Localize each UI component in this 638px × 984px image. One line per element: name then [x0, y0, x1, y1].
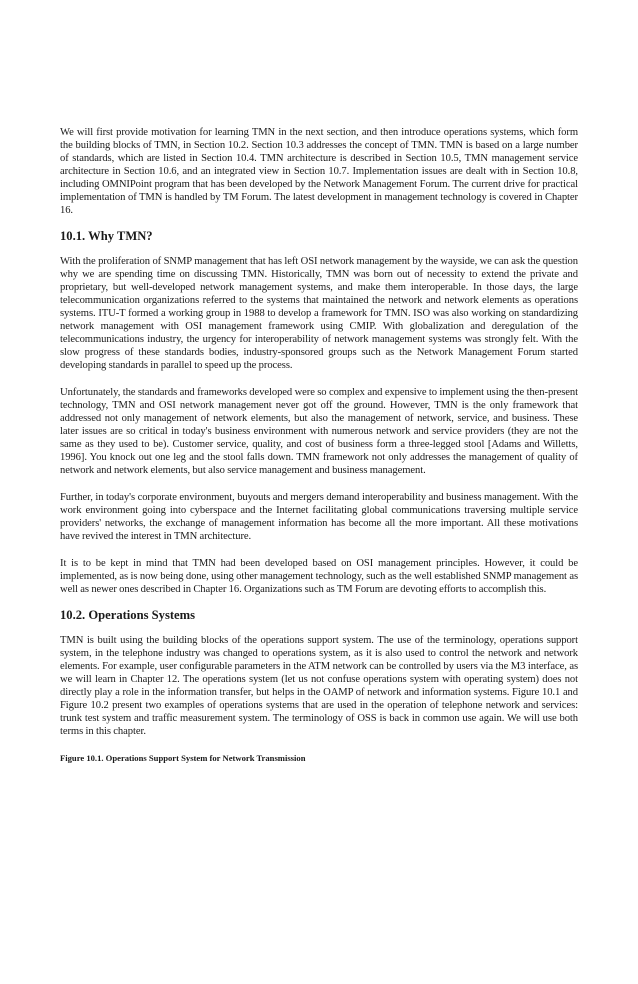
body-paragraph: Unfortunately, the standards and frameworks developed were so complex and expensive to implement using the then-present technology, TMN and OSI network management never got off the ground. However, TMN is the only framework that addressed not only management of network elements, but also the management of network, service, and business. These later issues are so critical in today's business environment with numerous network and service providers (they are not the same as they used to be). Customer service, quality, and cost of business form a three-legged stool [Adams and Willetts, 1996]. You knock out one leg and the stool falls down. TMN framework not only addresses the management of quality of network and network elements, but also service management and business management. — [60, 387, 578, 476]
page-content — [60, 126, 578, 764]
body-paragraph: With the proliferation of SNMP management that has left OSI network management by the wayside, we can ask the question why we are spending time on discussing TMN. Historically, TMN was born out of necessity to extend the private and proprietary, but well-developed network management systems, and make them interoperable. In those days, the large telecommunication organizations referred to the systems that maintained the network and network elements as operations systems. ITU-T formed a working group in 1988 to develop a framework for TMN. ISO was also working on standardizing network management with OSI management framework using CMIP. With globalization and deregulation of the telecommunications industry, the urgency for interoperability of network management systems was strongly felt. With the slow progress of these standards bodies, industry-sponsored groups such as the Network Management Forum started developing standards in parallel to speed up the process. — [60, 256, 578, 371]
body-paragraph: TMN is built using the building blocks of the operations support system. The use of the terminology, operations support system, in the telephone industry was changed to operations system, as it is also used to control the network and network elements. For example, user configurable parameters in the ATM network can be controlled by users via the M3 interface, as we will learn in Chapter 12. The operations system (let us not confuse operations system with operating system) does not directly play a role in the information transfer, but helps in the OAMP of network and information systems. Figure 10.1 and Figure 10.2 present two examples of operations systems that are used in the operation of telephone network and services: trunk test system and traffic measurement system. The terminology of OSS is back in common use again. We will use both terms in this chapter. — [60, 635, 578, 737]
figure-caption: Figure 10.1. Operations Support System for Network Transmission — [60, 753, 306, 763]
body-paragraph: Further, in today's corporate environment, buyouts and mergers demand interoperability and business management. With the work environment going into cyberspace and the Internet facilitating global communications traversing multiple service providers' networks, the exchange of management information has become all the more important. All these motivations have revived the interest in TMN architecture. — [60, 492, 578, 542]
section-heading-why-tmn: 10.1. Why TMN? — [60, 229, 153, 243]
body-paragraph: It is to be kept in mind that TMN had been developed based on OSI management principles. However, it could be implemented, as is now being done, using other management technology, such as the well established SNMP management as well as newer ones described in Chapter 16. Organizations such as TM Forum are devoting efforts to accomplish this. — [60, 558, 578, 595]
intro-paragraph: We will first provide motivation for learning TMN in the next section, and then introduce operations systems, which form the building blocks of TMN, in Section 10.2. Section 10.3 addresses the concept of TMN. TMN is based on a large number of standards, which are listed in Section 10.4. TMN architecture is described in Section 10.5, TMN management service architecture in Section 10.6, and an integrated view in Section 10.7. Implementation issues are dealt with in Section 10.8, including OMNIPoint program that has been developed by the Network Management Forum. The current drive for practical implementation of TMN is handled by TM Forum. The latest development in management technology is covered in Chapter 16. — [60, 127, 578, 216]
section-heading-operations-systems: 10.2. Operations Systems — [60, 608, 196, 622]
